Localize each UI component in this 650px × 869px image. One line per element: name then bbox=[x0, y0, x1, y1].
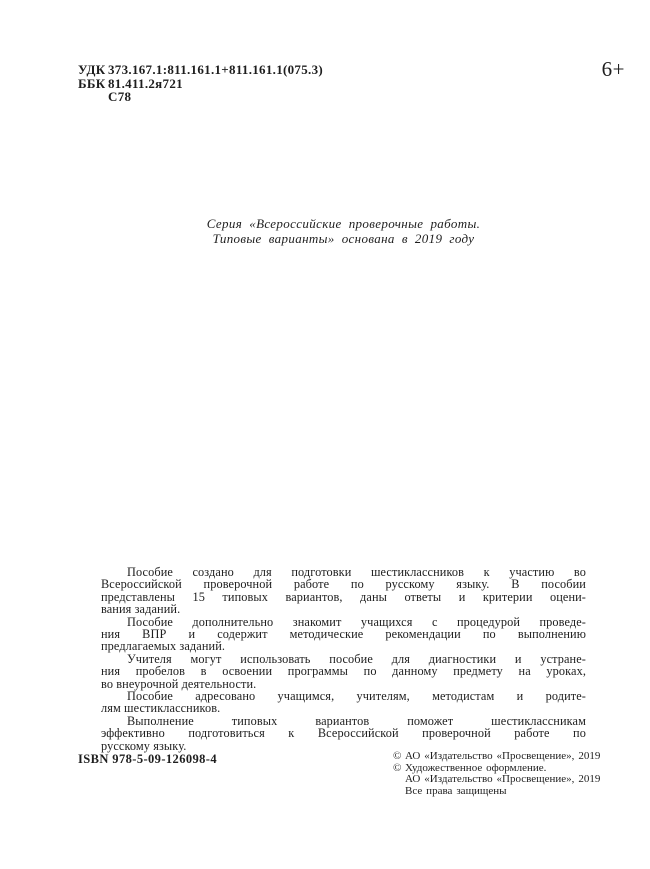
copyright-line bbox=[393, 786, 600, 798]
annotation-line: предлагаемых заданий. bbox=[101, 639, 226, 654]
bbk-row bbox=[78, 77, 323, 91]
annotation-line: Учителя могут использовать пособие для диагностики и устране- bbox=[127, 651, 586, 666]
age-rating-badge: 6+ bbox=[601, 57, 625, 81]
copyright-text: АО «Издательство «Просвещение», 2019 bbox=[405, 773, 601, 785]
copyright-line bbox=[393, 774, 600, 786]
classification-codes bbox=[78, 63, 323, 104]
author-sign: С78 bbox=[108, 89, 132, 105]
annotation-line: ния пробелов в освоении программы по данному предмету на уроках, bbox=[101, 664, 586, 679]
annotation-line: лям шестиклассников. bbox=[101, 701, 221, 716]
copyright-symbol bbox=[393, 774, 405, 786]
copyright-text: Все права защищены bbox=[405, 784, 507, 797]
annotation-line: представлены 15 типовых вариантов, даны ответы и критерии оцени- bbox=[101, 589, 586, 604]
annotation-line: Пособие создано для подготовки шестиклассников к участию во bbox=[127, 565, 586, 579]
annotation-line: вания заданий. bbox=[101, 602, 181, 617]
annotation bbox=[101, 566, 586, 752]
copyright-line bbox=[393, 751, 600, 763]
copyright-text: Художественное оформление. bbox=[405, 761, 547, 774]
bbk-value: 81.411.2я721 bbox=[108, 75, 183, 91]
copyright-text: АО «Издательство «Просвещение», 2019 bbox=[405, 750, 601, 762]
author-sign-spacer bbox=[78, 90, 108, 104]
annotation-line: Пособие дополнительно знакомит учащихся с процедурой проведе- bbox=[127, 614, 586, 629]
series-note-line-1: Серия «Всероссийские проверочные работы. bbox=[206, 216, 481, 231]
isbn: ISBN 978-5-09-126098-4 bbox=[78, 752, 218, 766]
annotation-line: Пособие адресовано учащимся, учителям, методистам и родите- bbox=[127, 689, 586, 704]
copyright-block bbox=[393, 751, 600, 797]
udk-row bbox=[78, 63, 323, 77]
annotation-line: Выполнение типовых вариантов поможет шестиклассникам bbox=[127, 713, 586, 728]
annotation-line: ния ВПР и содержит методические рекомендации по выполнению bbox=[101, 627, 586, 642]
series-note bbox=[101, 217, 586, 246]
annotation-line: Всероссийской проверочной работе по русскому языку. В пособии bbox=[101, 577, 586, 592]
copyright-symbol: © bbox=[393, 750, 402, 762]
annotation-line: во внеурочной деятельности. bbox=[101, 676, 257, 691]
udk-value: 373.167.1:811.161.1+811.161.1(075.3) bbox=[108, 62, 324, 77]
copyright-symbol: © bbox=[393, 761, 402, 774]
series-note-line-2: Типовые варианты» основана в 2019 году bbox=[212, 230, 475, 246]
copyright-symbol bbox=[393, 786, 405, 798]
annotation-line: эффективно подготовиться к Всероссийской проверочной работе по bbox=[101, 726, 586, 741]
udk-label: УДК bbox=[78, 62, 106, 77]
author-sign-row bbox=[78, 90, 323, 104]
annotation-line: русскому языку. bbox=[101, 738, 187, 753]
bbk-label: ББК bbox=[78, 75, 106, 91]
